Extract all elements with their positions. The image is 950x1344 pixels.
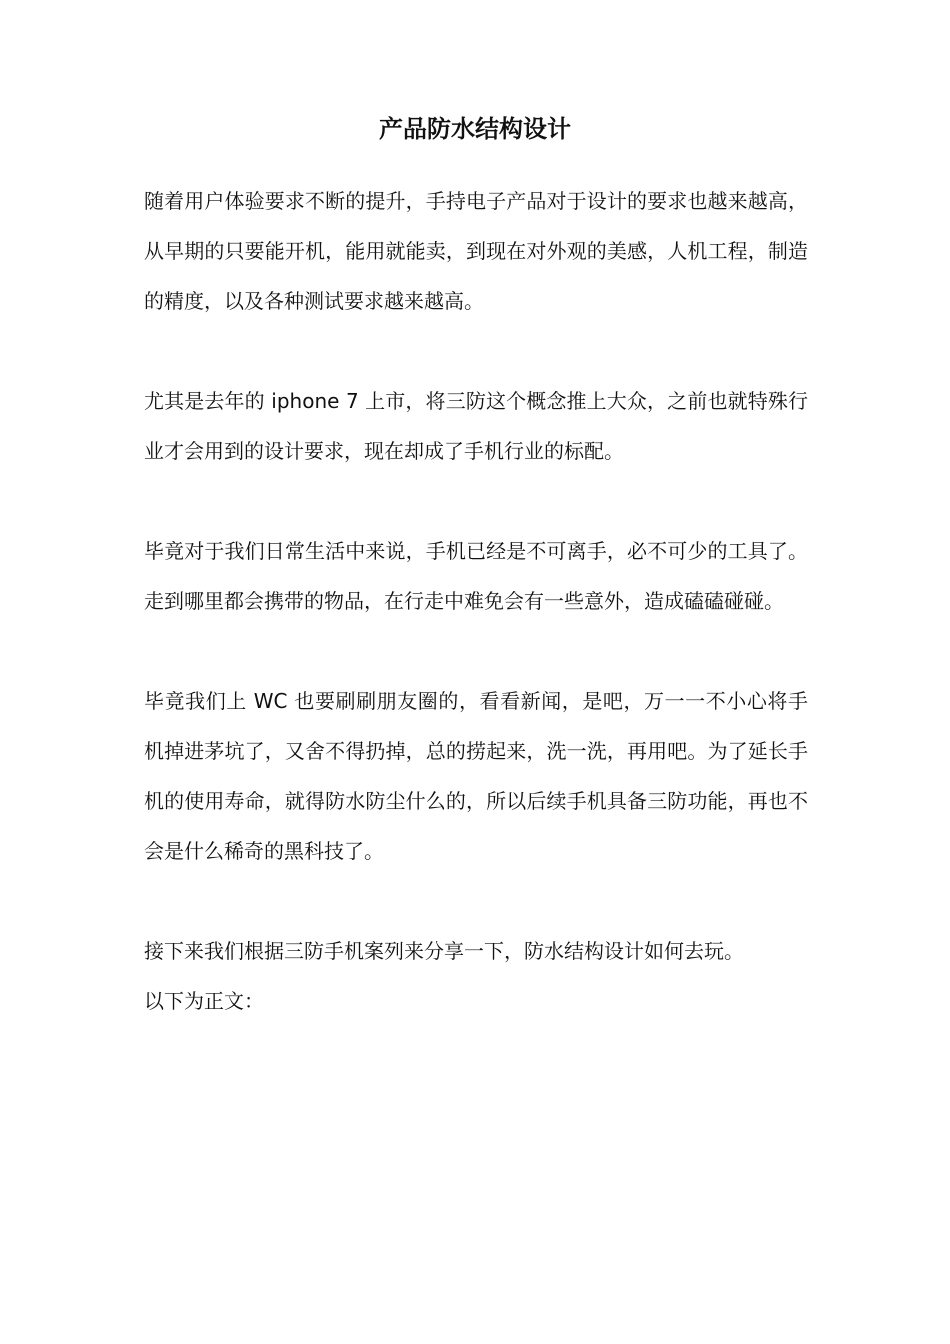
paragraph-main-text-label: 以下为正文： bbox=[144, 989, 264, 1013]
document-title: 产品防水结构设计 bbox=[379, 115, 571, 143]
paragraph-next: 接下来我们根据三防手机案列来分享一下，防水结构设计如何去玩。 bbox=[144, 939, 744, 963]
paragraph-intro: 随着用户体验要求不断的提升，手持电子产品对于设计的要求也越来越高，从早期的只要能开机，能用就能卖，到现在对外观的美感，人机工程，制造的精度，以及各种测试要求越来越高。 bbox=[144, 189, 808, 313]
paragraph-iphone7: 尤其是去年的 iphone 7 上市，将三防这个概念推上大众，之前也就特殊行业才会用到的设计要求，现在却成了手机行业的标配。 bbox=[144, 389, 808, 463]
paragraph-wc: 毕竟我们上 WC 也要刷刷朋友圈的，看看新闻，是吧，万一一不小心将手机掉进茅坑了，又舍不得扔掉，总的捞起来，洗一洗，再用吧。为了延长手机的使用寿命，就得防水防尘什么的，所以后续手机具备三防功能，再也不会是什么稀奇的黑科技了。 bbox=[144, 689, 808, 863]
paragraph-daily-life: 毕竟对于我们日常生活中来说，手机已经是不可离手，必不可少的工具了。走到哪里都会携带的物品，在行走中难免会有一些意外，造成磕磕碰碰。 bbox=[144, 539, 808, 613]
